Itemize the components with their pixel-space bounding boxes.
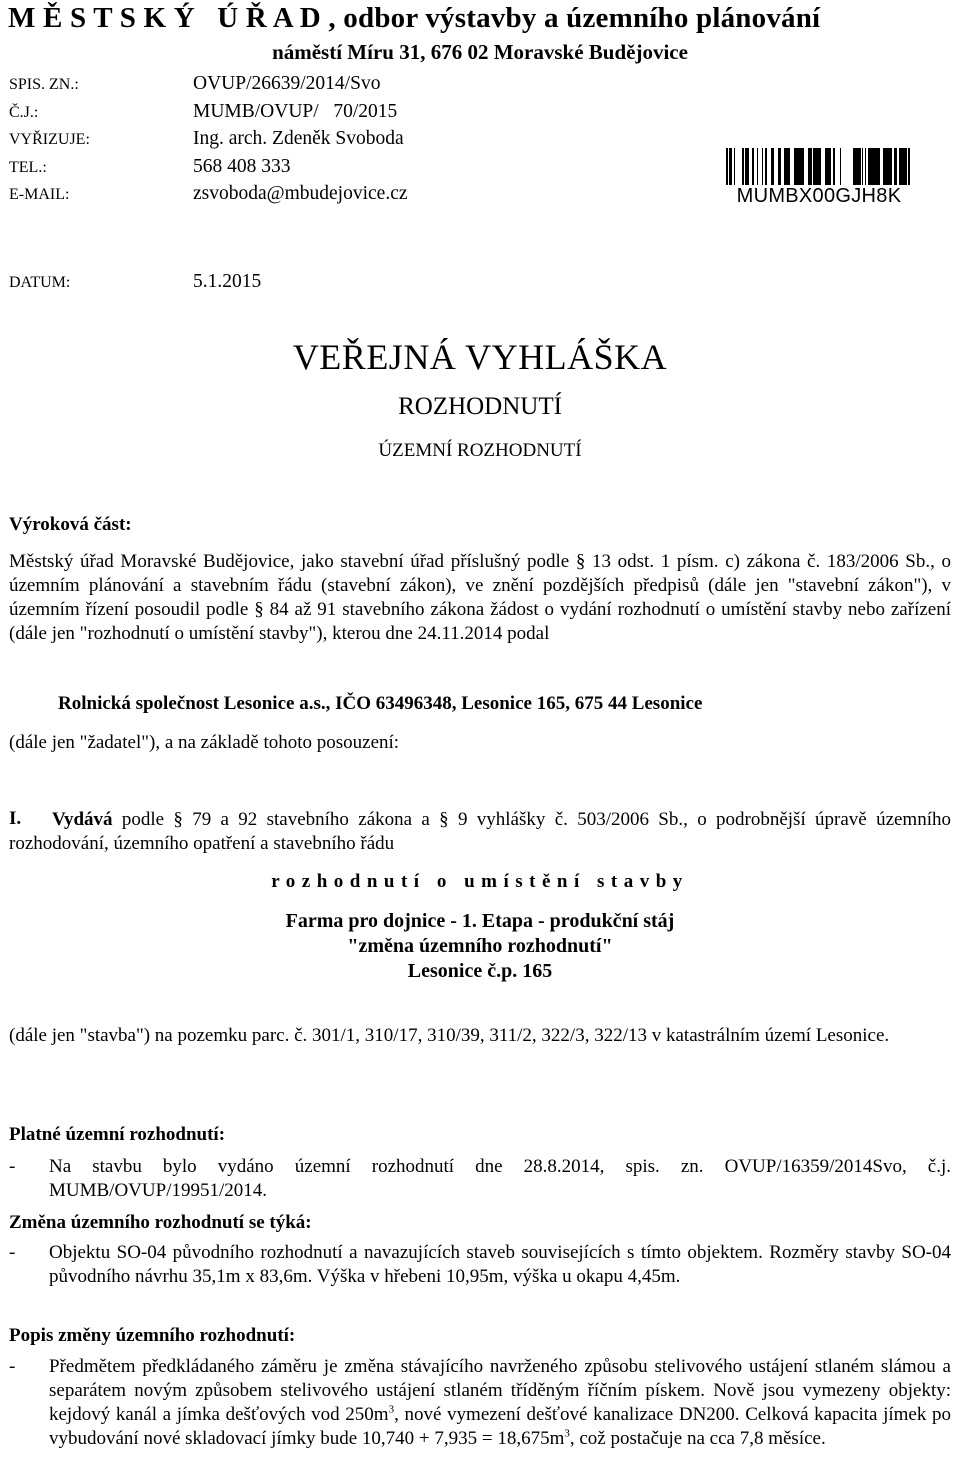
barcode-bar xyxy=(808,148,811,185)
barcode-bar xyxy=(853,148,854,185)
section1-verb: Vydává xyxy=(52,809,113,830)
superscript-2: 3 xyxy=(564,1427,570,1440)
change-description-text xyxy=(49,1355,951,1451)
barcode-bar xyxy=(856,148,858,185)
barcode-bar xyxy=(748,148,749,185)
barcode-bar xyxy=(786,148,788,185)
list-dash: - xyxy=(9,1156,16,1177)
barcode-bar xyxy=(729,148,731,185)
list-dash: - xyxy=(9,1356,16,1377)
document-title: VEŘEJNÁ VYHLÁŠKA xyxy=(292,337,668,377)
barcode-bar xyxy=(883,148,885,185)
barcode-bar xyxy=(815,148,816,185)
meta-label-vyrizuje: VYŘIZUJE: xyxy=(9,131,90,148)
barcode-bar xyxy=(888,148,890,185)
valid-decision-item xyxy=(9,1155,951,1203)
meta-value-tel: 568 408 333 xyxy=(193,156,291,177)
barcode-bar xyxy=(862,148,863,185)
barcode-bar xyxy=(788,148,790,185)
barcode-bar xyxy=(865,148,866,185)
barcode-bar xyxy=(752,148,754,185)
parcels-paragraph: (dále jen "stavba") na pozemku parc. č. 301/1, 310/17, 310/39, 311/2, 322/3, 322/13 v katastrálním území Lesonice. xyxy=(9,1025,890,1046)
barcode-bar xyxy=(828,148,830,185)
list-dash: - xyxy=(9,1242,16,1263)
section1-paragraph xyxy=(9,808,951,856)
project-location: Lesonice č.p. 165 xyxy=(407,960,553,982)
superscript-1: 3 xyxy=(388,1403,395,1416)
document-subtitle: ROZHODNUTÍ xyxy=(398,393,562,420)
barcode-bar xyxy=(784,148,786,185)
barcode-bar xyxy=(868,148,870,185)
change-description-heading: Popis změny územního rozhodnutí: xyxy=(9,1325,296,1346)
meta-value-vyrizuje: Ing. arch. Zdeněk Svoboda xyxy=(193,128,404,149)
office-title: M Ě S T S K Ý Ú Ř A D , odbor výstavby a územního plánování xyxy=(8,2,821,34)
meta-value-email: zsvoboda@mbudejovice.cz xyxy=(193,183,408,204)
section1-text: podle § 79 a 92 stavebního zákona a § 9 vyhlášky č. 503/2006 Sb., o podrobnější úpravě územního rozhodování, územního opatření a stavebního řádu xyxy=(9,809,951,854)
barcode-bar xyxy=(798,148,801,185)
barcode-bar xyxy=(894,148,897,185)
valid-decision-text: Na stavbu bylo vydáno územní rozhodnutí dne 28.8.2014, spis. zn. OVUP/16359/2014Svo, č.j. MUMB/OVUP/19951/2014. xyxy=(49,1156,951,1201)
applicant-note: (dále jen "žadatel"), a na základě tohoto posouzení: xyxy=(9,732,400,753)
date-label: DATUM: xyxy=(9,274,71,291)
verdict-intro: Městský úřad Moravské Budějovice, jako stavební úřad příslušný podle § 13 odst. 1 písm. c) zákona č. 183/2006 Sb., o územním plánování a stavebním řádu (stavební zákon), ve znění pozdějších předpisů (dále jen "stavební zákon"), v územním řízení posoudil podle § 84 až 91 stavebního zákona žádost o vydání rozhodnutí o umístění stavby nebo zařízení (dále jen "rozhodnutí o umístění stavby"), kterou dne 24.11.2014 podal xyxy=(9,551,951,644)
section-number: I. xyxy=(9,808,22,829)
barcode-bar xyxy=(766,148,767,185)
barcode-bar xyxy=(731,148,732,185)
barcode-bar xyxy=(904,148,907,185)
barcode-bar xyxy=(833,148,835,185)
barcode-bar xyxy=(726,148,728,185)
valid-decision-heading: Platné územní rozhodnutí: xyxy=(9,1124,226,1145)
barcode-bar xyxy=(745,148,748,185)
barcode-bar xyxy=(794,148,795,185)
barcode-bar xyxy=(771,148,774,185)
barcode-bar xyxy=(734,148,735,185)
verdict-heading: Výroková část: xyxy=(9,514,132,535)
decision-type: rozhodnutí o umístění stavby xyxy=(271,871,689,892)
office-address: náměstí Míru 31, 676 02 Moravské Budějovice xyxy=(272,40,688,64)
barcode-bar xyxy=(820,148,821,185)
barcode-bar xyxy=(870,148,872,185)
meta-value-cj: MUMB/OVUP/ 70/2015 xyxy=(193,101,398,122)
meta-label-spis: SPIS. ZN.: xyxy=(9,76,79,93)
meta-value-spis: OVUP/26639/2014/Svo xyxy=(193,73,381,94)
barcode-bar xyxy=(765,148,766,185)
barcode-bar xyxy=(757,148,758,185)
barcode-bar xyxy=(795,148,798,185)
date-value: 5.1.2015 xyxy=(193,271,262,292)
barcode-bar xyxy=(902,148,904,185)
barcode-bar xyxy=(762,148,763,185)
change-concerns-item xyxy=(9,1241,951,1289)
barcode-image xyxy=(726,148,910,185)
barcode-bar xyxy=(854,148,856,185)
barcode-bar xyxy=(890,148,892,185)
barcode-bar xyxy=(801,148,804,185)
change-description-part-a: Předmětem předkládaného záměru je změna stávajícího navrženého způsobu stelivového ustájení stlaném slámou a separátem novým způsobem stelivového ustájení stlaném tříděným říčním pískem. Nově jsou vymezeny objekty: kejdový kanál a jímka dešťových vod 250m xyxy=(49,1356,951,1425)
barcode-bar xyxy=(811,148,812,185)
meta-label-tel: TEL.: xyxy=(9,159,47,176)
barcode-bar xyxy=(813,148,815,185)
change-description-part-b: , nové vymezení dešťové kanalizace DN200. Celková kapacita jímek po vybudování nové skladovací jímky bude 10,740 + 7,935 = 18,675m xyxy=(49,1404,951,1449)
barcode-bar xyxy=(778,148,781,185)
change-concerns-heading: Změna územního rozhodnutí se týká: xyxy=(9,1212,312,1233)
change-description-part-c: , což postačuje na cca 7,8 měsíce. xyxy=(569,1428,826,1449)
barcode-bar xyxy=(873,148,875,185)
meta-label-cj: Č.J.: xyxy=(9,104,39,121)
barcode-bar xyxy=(858,148,861,185)
document-subtitle-secondary: ÚZEMNÍ ROZHODNUTÍ xyxy=(378,440,582,461)
barcode-bar xyxy=(899,148,902,185)
barcode-bar xyxy=(830,148,831,185)
barcode-bar xyxy=(872,148,873,185)
project-change-note: "změna územního rozhodnutí" xyxy=(347,935,613,957)
barcode-bar xyxy=(818,148,820,185)
change-concerns-text: Objektu SO-04 původního rozhodnutí a navazujících staveb souvisejících s tímto objektem. Rozměry stavby SO-04 původního návrhu 35,1m x 83,6m. Výška v hřebeni 10,95m, výška u okapu 4,45m. xyxy=(49,1242,951,1287)
barcode-bar xyxy=(816,148,818,185)
barcode-bar xyxy=(908,148,910,185)
meta-label-email: E-MAIL: xyxy=(9,186,70,203)
project-name: Farma pro dojnice - 1. Etapa - produkční stáj xyxy=(285,910,675,932)
barcode-bar xyxy=(875,148,878,185)
barcode-bar xyxy=(878,148,880,185)
barcode-bar xyxy=(885,148,888,185)
barcode-bar xyxy=(825,148,828,185)
barcode-bar xyxy=(742,148,744,185)
applicant: Rolnická společnost Lesonice a.s., IČO 63496348, Lesonice 165, 675 44 Lesonice xyxy=(58,693,703,714)
barcode-text: MUMBX00GJH8K xyxy=(736,185,902,207)
change-description-item xyxy=(9,1355,951,1451)
barcode-bar xyxy=(840,148,841,185)
